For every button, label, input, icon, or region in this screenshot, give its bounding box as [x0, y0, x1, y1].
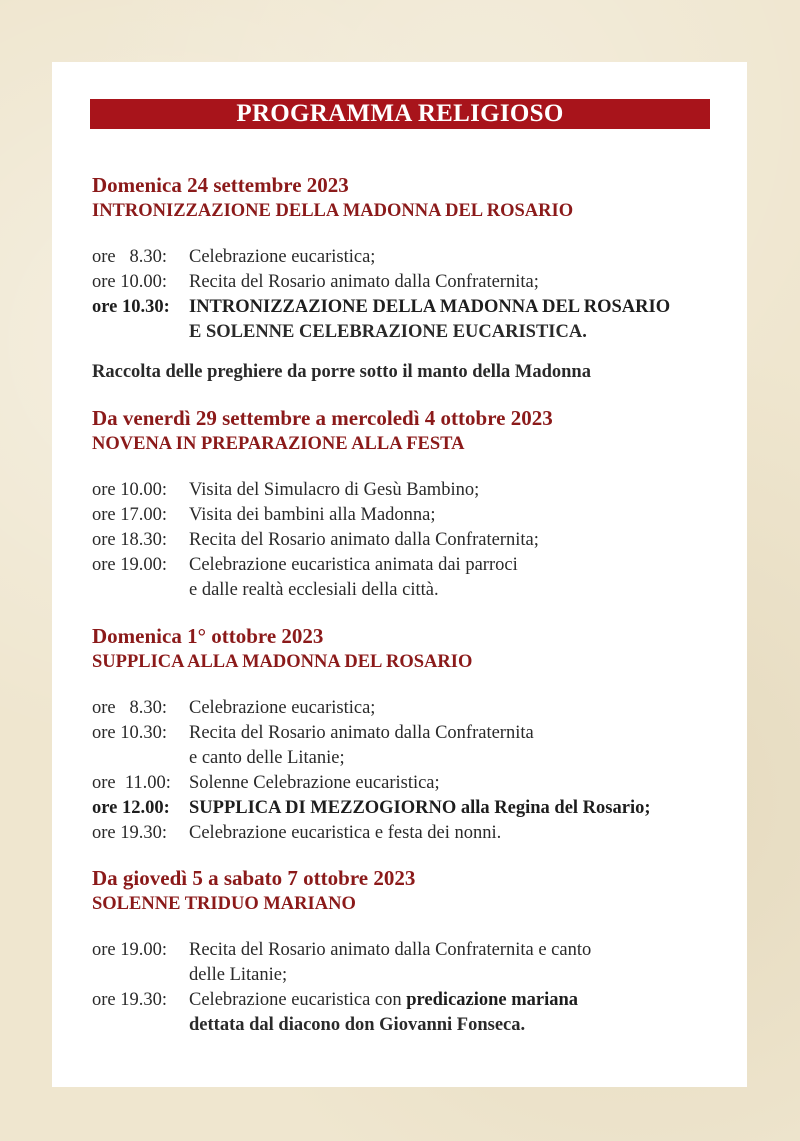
- section-novena: [92, 405, 732, 603]
- program-sheet: [52, 62, 747, 1087]
- schedule-time: ore 12.00:: [92, 798, 170, 818]
- schedule-continuation: E SOLENNE CELEBRAZIONE EUCARISTICA.: [189, 322, 587, 342]
- section-subtitle: SUPPLICA ALLA MADONNA DEL ROSARIO: [92, 652, 473, 672]
- schedule-row: [92, 988, 732, 1013]
- schedule-text: Recita del Rosario animato dalla Confraternita;: [189, 530, 539, 550]
- schedule-text: Celebrazione eucaristica animata dai parroci: [189, 555, 518, 575]
- schedule-time: ore 10.00:: [92, 272, 168, 292]
- page-title: PROGRAMMA RELIGIOSO: [90, 99, 710, 129]
- section-sep-24: [92, 172, 732, 345]
- schedule-time: ore 18.30:: [92, 530, 168, 550]
- schedule-text: Recita del Rosario animato dalla Confraternita: [189, 723, 534, 743]
- schedule-row: [92, 821, 732, 846]
- schedule-text: INTRONIZZAZIONE DELLA MADONNA DEL ROSARIO: [189, 297, 671, 317]
- schedule-time: ore 8.30:: [92, 247, 168, 267]
- schedule-text: Visita del Simulacro di Gesù Bambino;: [189, 480, 480, 500]
- schedule-row: [92, 270, 732, 295]
- schedule-row: [92, 245, 732, 270]
- schedule-row: [92, 503, 732, 528]
- schedule-row: [92, 771, 732, 796]
- schedule-text: Solenne Celebrazione eucaristica;: [189, 773, 440, 793]
- schedule-text: Visita dei bambini alla Madonna;: [189, 505, 436, 525]
- prayer-note: Raccolta delle preghiere da porre sotto il manto della Madonna: [92, 362, 591, 382]
- schedule-row: [92, 938, 732, 963]
- section-date: Da venerdì 29 settembre a mercoledì 4 ottobre 2023: [92, 406, 553, 430]
- schedule-row: [92, 478, 732, 503]
- schedule-text: Celebrazione eucaristica;: [189, 698, 376, 718]
- schedule-time: ore 19.00:: [92, 940, 168, 960]
- schedule-time: ore 11.00:: [92, 773, 171, 793]
- schedule-time: ore 19.30:: [92, 823, 168, 843]
- schedule-row: [92, 528, 732, 553]
- schedule-continuation: e canto delle Litanie;: [189, 748, 345, 768]
- schedule-time: ore 19.30:: [92, 990, 168, 1010]
- schedule-time: ore 10.30:: [92, 723, 168, 743]
- schedule-time: ore 19.00:: [92, 555, 168, 575]
- schedule-row: [92, 553, 732, 578]
- schedule-time: ore 17.00:: [92, 505, 168, 525]
- section-triduo: [92, 865, 732, 1038]
- section-date: Domenica 1° ottobre 2023: [92, 624, 324, 648]
- schedule-text: Recita del Rosario animato dalla Confraternita;: [189, 272, 539, 292]
- schedule-text: [189, 988, 732, 1013]
- schedule-continuation: dettata dal diacono don Giovanni Fonseca.: [189, 1015, 526, 1035]
- schedule-continuation: e dalle realtà ecclesiali della città.: [189, 580, 439, 600]
- schedule-continuation: delle Litanie;: [189, 965, 288, 985]
- section-subtitle: INTRONIZZAZIONE DELLA MADONNA DEL ROSARIO: [92, 201, 574, 221]
- schedule-text-plain: Celebrazione eucaristica con: [189, 990, 407, 1010]
- schedule-row: [92, 721, 732, 746]
- schedule-row: [92, 696, 732, 721]
- schedule-time: ore 10.30:: [92, 297, 170, 317]
- schedule-text: SUPPLICA DI MEZZOGIORNO alla Regina del Rosario;: [189, 798, 651, 818]
- section-subtitle: SOLENNE TRIDUO MARIANO: [92, 894, 356, 914]
- section-date: Domenica 24 settembre 2023: [92, 173, 349, 197]
- schedule-time: ore 10.00:: [92, 480, 168, 500]
- schedule-text: Celebrazione eucaristica e festa dei nonni.: [189, 823, 502, 843]
- schedule-row: [92, 796, 732, 821]
- section-date: Da giovedì 5 a sabato 7 ottobre 2023: [92, 866, 416, 890]
- schedule-text-emphasis: predicazione mariana: [406, 990, 579, 1010]
- schedule-time: ore 8.30:: [92, 698, 168, 718]
- schedule-text: Celebrazione eucaristica;: [189, 247, 376, 267]
- schedule-text: Recita del Rosario animato dalla Confraternita e canto: [189, 940, 592, 960]
- section-oct-1: [92, 623, 732, 846]
- schedule-row: [92, 295, 732, 320]
- section-subtitle: NOVENA IN PREPARAZIONE ALLA FESTA: [92, 434, 465, 454]
